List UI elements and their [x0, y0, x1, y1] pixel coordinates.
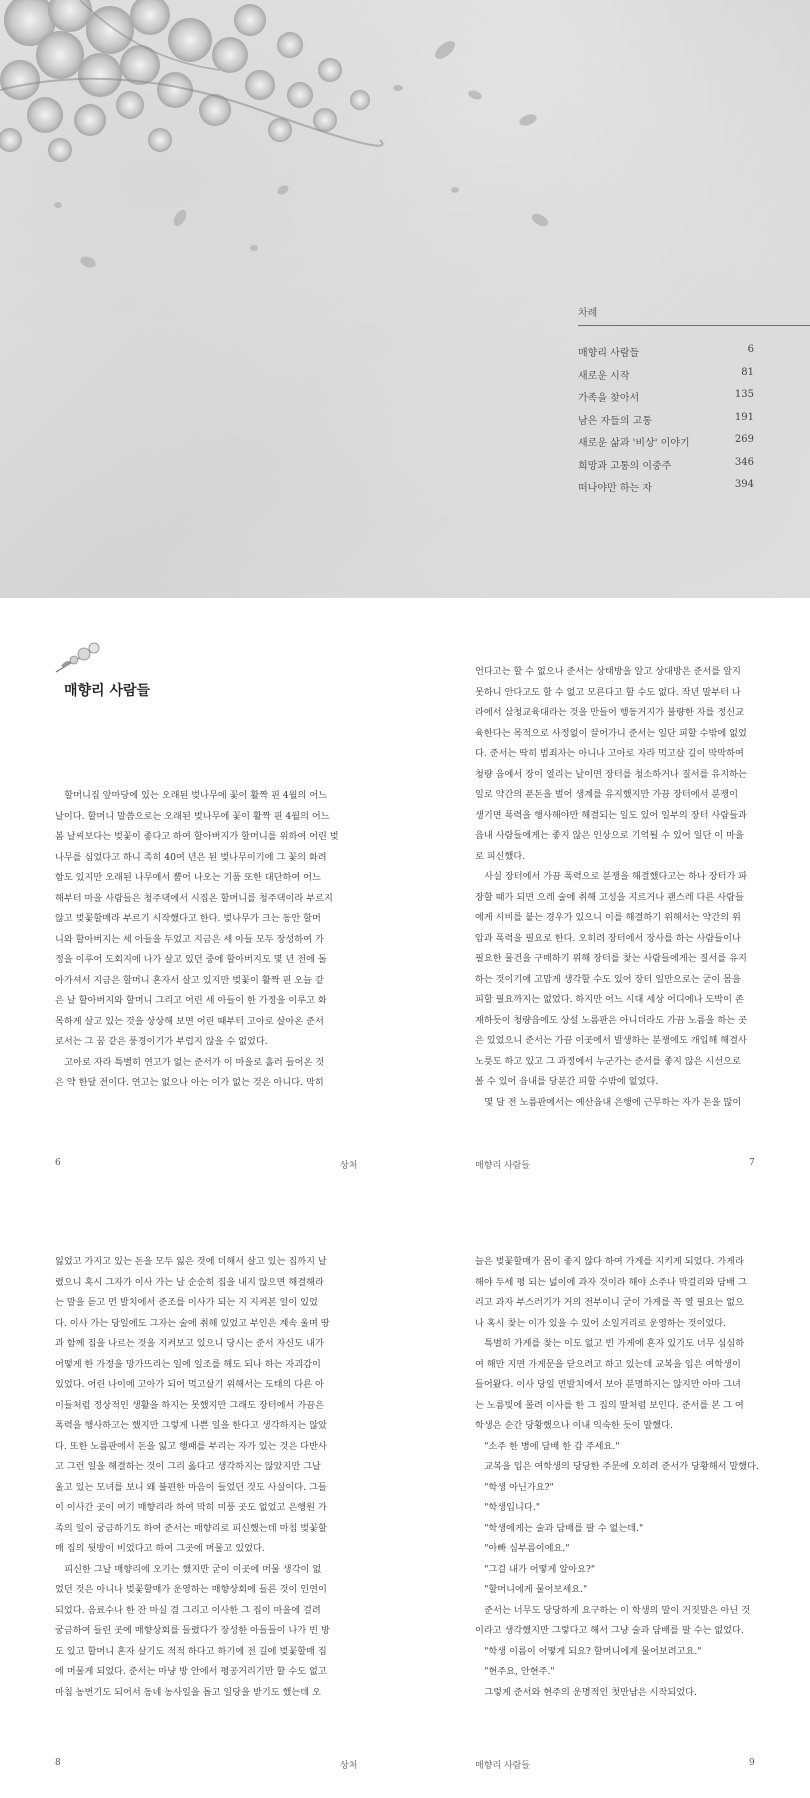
- text-line: 에 머물게 되었다. 준서는 마냥 방 안에서 평공거리기만 할 수도 없고: [55, 1666, 327, 1677]
- text-line: "아빠 심부름이에요.": [484, 1543, 570, 1554]
- toc-item-title: 남은 자들의 고통: [578, 415, 652, 427]
- text-line: 니와 할아버지는 세 아들을 두었고 지금은 세 아들 모두 장성하여 가: [55, 933, 324, 945]
- toc-item: [578, 344, 754, 367]
- page-9: [405, 1198, 810, 1798]
- text-line: 몇 달 전 노름판에서는 예산읍내 은행에 근무하는 자가 돈을 많이: [484, 1096, 742, 1108]
- toc-item-title: 떠나야만 하는 자: [578, 483, 652, 494]
- text-line: 언다고는 할 수 없으나 준서는 상태방을 알고 상대방은 준서를 알지: [475, 666, 741, 677]
- blossom-ornament-icon: [54, 642, 102, 674]
- folio-8: 8: [55, 1758, 61, 1768]
- toc-item: [578, 412, 754, 435]
- text-line: 노릇도 하고 있고 그 과정에서 누군가는 준서를 좋지 않은 시선으로: [475, 1055, 741, 1067]
- toc-item: [578, 457, 754, 480]
- text-line: 날이다. 할머니 말씀으로는 오래된 벚나무에 꽃이 활짝 핀 4월의 어느: [55, 810, 330, 822]
- page-8-body: [55, 1252, 368, 1703]
- text-line: 할머니집 앞마당에 있는 오래된 벚나무에 꽃이 활짝 핀 4월의 어느: [64, 790, 328, 801]
- text-line: 일로 약간의 푼돈을 벌어 생계를 유지했지만 가끔 장터에서 분쟁이: [475, 789, 738, 800]
- text-line: 이라고 생각했지만 그렇다고 해서 그냥 술과 담배를 팔 수는 없었다.: [475, 1625, 744, 1636]
- folio-7: 7: [749, 1158, 755, 1168]
- page-6-body: [55, 786, 368, 1094]
- toc-item: [578, 434, 754, 457]
- text-line: 함도 있지만 오래된 나무에서 뿜어 나오는 기품 또한 대단하여 어느: [55, 872, 321, 883]
- text-line: "학생에게는 술과 담배를 팔 수 없는데.": [484, 1522, 644, 1534]
- text-line: 다. 또한 노름판에서 돈을 잃고 행패를 부리는 자가 있는 것은 다반사: [55, 1440, 327, 1452]
- toc-item-page: 269: [734, 434, 754, 445]
- toc-item-page: 346: [734, 456, 754, 468]
- text-line: 잃었고 가지고 있는 돈을 모두 잃은 것에 더해서 살고 있는 집까지 날: [55, 1256, 327, 1267]
- text-line: 있었다. 어린 나이에 고아가 되어 먹고살기 위해서는 도태의 다른 아: [55, 1379, 324, 1390]
- text-line: 폭력을 행사하고는 했지만 그렇게 나쁜 일을 한다고 생각하지는 않았: [55, 1420, 327, 1431]
- toc-item-title: 새로운 삶과 '비상' 이야기: [578, 438, 690, 449]
- toc-item-title: 가족을 찾아서: [578, 393, 640, 404]
- spread-pages-8-9: [0, 1198, 810, 1798]
- text-line: 었던 것은 아니나 벚꽃할매가 운영하는 매향상회에 들른 것이 인연이: [55, 1584, 327, 1595]
- table-of-contents: [578, 304, 810, 502]
- text-line: 정을 이루어 도회지에 나가 살고 있던 중에 할아버지도 몇 년 전에 돌: [55, 954, 327, 965]
- text-line: 봄 날씨보다는 벚꽃이 좋다고 하여 할아버지가 할머니를 위하여 어린 벚: [55, 831, 339, 842]
- text-line: 라에서 삼청교육대라는 것을 만들어 행동거지가 불량한 자를 정신교: [475, 707, 744, 718]
- text-line: 아가셔서 지금은 할머니 혼자서 살고 있지만 벚꽃이 활짝 핀 오늘 같: [55, 974, 324, 986]
- text-line: 다. 준서는 딱히 범죄자는 아니나 고아로 자라 먹고살 길이 막막하여: [475, 748, 744, 759]
- cherry-blossom-illustration: [0, 0, 810, 598]
- page-8: [0, 1198, 405, 1798]
- running-head-9: 매향리 사람들: [475, 1761, 531, 1771]
- toc-item-page: 135: [734, 389, 754, 400]
- text-line: 장할 때가 되면 으레 술에 취해 고성을 지르거나 괜스레 다른 사람들: [475, 891, 744, 903]
- text-line: 은 약 한달 전이다. 연고는 없으나 아는 이가 없는 것은 아니다. 막히: [55, 1077, 324, 1088]
- folio-6: 6: [55, 1158, 61, 1168]
- toc-item-title: 새로운 시작: [578, 370, 630, 382]
- text-line: 생기면 폭력을 행사해야만 해결되는 일도 있어 일부의 장터 사람들과: [475, 809, 747, 821]
- text-line: 재하듯이 청량읍에도 상설 노름판은 아니더라도 가끔 노름을 하는 곳: [475, 1014, 747, 1026]
- toc-item-page: 6: [747, 344, 754, 355]
- text-line: 육한다는 목적으로 사정없이 끌어가니 준서는 일단 피할 수밖에 없었: [475, 727, 747, 739]
- text-line: 읍내 사람들에게는 좋지 않은 인상으로 기억될 수 있어 일단 이 마을: [475, 830, 744, 841]
- text-line: "현주요, 안현주.": [484, 1666, 555, 1677]
- text-line: 해부터 마을 사람들은 청주댁에서 시집온 할머니를 청주댁이라 부르지: [55, 892, 333, 904]
- toc-heading: 차례: [578, 308, 598, 319]
- text-line: 특별히 가게를 찾는 이도 없고 빈 가게에 혼자 있기도 너무 심심하: [484, 1338, 745, 1349]
- toc-item: [578, 389, 754, 412]
- text-line: 렸으니 혹시 그자가 이사 가는 날 순순히 집을 내지 않으면 해결해라: [55, 1276, 324, 1288]
- text-line: 늘은 벚꽃할매가 몸이 좋지 않다 하여 가게를 지키게 되었다. 가게라: [475, 1256, 744, 1267]
- text-line: 어떻게 한 가정을 망가뜨리는 일에 일조를 해도 되나 하는 자괴감이: [55, 1358, 321, 1370]
- text-line: 청량 읍에서 장이 열리는 날이면 장터를 청소하거나 질서를 유지하는: [475, 768, 747, 780]
- text-line: 피신한 그날 매향리에 오기는 했지만 굳이 이곳에 머물 생각이 없: [64, 1563, 322, 1575]
- text-line: 나무를 심었다고 하니 족히 40여 년은 된 벚나무이기에 그 꽃의 화려: [55, 851, 327, 863]
- toc-item: [578, 479, 754, 502]
- page-6: [0, 598, 405, 1198]
- text-line: 과 함께 집을 나르는 것을 지켜보고 있으니 당시는 준서 자신도 내가: [55, 1338, 324, 1349]
- text-line: 로 피신했다.: [475, 850, 526, 862]
- text-line: 압과 폭력을 필요로 한다. 오히려 장터에서 장사를 하는 사람들이나: [475, 932, 741, 944]
- text-line: 고아로 자라 특별히 연고가 없는 준서가 이 마을로 흘러 들어온 것: [64, 1056, 325, 1068]
- text-line: 궁금하여 들린 곳에 매향상회를 들렸다가 장성한 아들들이 나가 빈 방: [55, 1625, 330, 1636]
- text-line: 여 해만 지면 가게문을 닫으려고 하고 있는데 교복을 입은 여학생이: [475, 1358, 741, 1370]
- text-line: 이들처럼 정상적인 생활을 하지는 못했지만 그래도 장터에서 가끔은: [55, 1399, 324, 1411]
- toc-item: [578, 367, 754, 390]
- text-line: 에게 시비를 붙는 경우가 있으니 이를 해결하기 위해서는 약간의 위: [475, 912, 741, 923]
- text-line: 는 노름빚에 몰려 이사를 한 그 집의 딸처럼 보인다. 준서를 본 그 여: [475, 1399, 744, 1411]
- text-line: "그걸 내가 어떻게 알아요?": [484, 1563, 596, 1575]
- toc-item-title: 희망과 고통의 이중주: [578, 460, 672, 472]
- text-line: 고 그런 일을 해결하는 것이 그리 옳다고 생각하지는 않았지만 그날: [55, 1461, 321, 1472]
- text-line: 다. 이사 가는 당일에도 그자는 술에 취해 있었고 부인은 계속 울며 땅: [55, 1317, 330, 1329]
- running-head-7: 매향리 사람들: [475, 1161, 531, 1171]
- text-line: 들어왔다. 이사 당일 먼발치에서 보아 분명하지는 않지만 아마 그녀: [475, 1379, 741, 1390]
- text-line: 하는 것이기에 고맙게 생각할 수도 있어 장터 일만으로는 굳이 몸을: [475, 973, 741, 985]
- text-line: 마침 농번기도 되어서 동네 농사일을 돕고 일당을 받기도 했는데 오: [55, 1686, 321, 1698]
- text-line: 목하게 살고 있는 것을 상상해 보면 어린 때부터 고아로 살아온 준서: [55, 1015, 324, 1027]
- text-line: 필요한 물건을 구매하기 위해 장터를 찾는 사람들에게는 질서를 유지: [475, 953, 747, 964]
- text-line: 사실 장터에서 가끔 폭력으로 분쟁을 해결했다고는 하나 장터가 파: [484, 871, 748, 882]
- toc-item-page: 394: [734, 479, 754, 490]
- text-line: 도 있고 할머니 혼자 살기도 적적 하다고 하기에 전 길에 벚꽃할매 집: [55, 1645, 327, 1657]
- toc-item-title: 매향리 사람들: [578, 348, 640, 359]
- page-9-body: [475, 1252, 788, 1703]
- text-line: 되었다. 음료수나 한 잔 마실 겸 그리고 이사한 그 집이 마을에 걸려: [55, 1604, 321, 1616]
- toc-item-page: 81: [741, 366, 754, 378]
- running-head-8: 상처: [340, 1761, 358, 1771]
- text-line: 은 날 할아버지와 할머니 그리고 어린 세 아들이 한 가정을 이루고 화: [55, 995, 327, 1006]
- text-line: 족의 일이 궁금하기도 하여 준서는 매향리로 피신했는데 마침 벚꽃할: [55, 1522, 327, 1534]
- text-line: 해야 두세 평 되는 넓이에 과자 것이라 해야 소주나 막걸리와 담배 그: [475, 1276, 747, 1288]
- chapter-title: 매향리 사람들: [64, 683, 151, 699]
- text-line: 이 이사간 곳이 여기 매향리라 하여 막히 미풍 곳도 없었고 은행원 가: [55, 1502, 327, 1513]
- text-line: 교복을 입은 여학생의 당당한 주문에 오히려 준서가 당황해서 말했다.: [484, 1461, 759, 1472]
- page-7-body: [475, 662, 788, 1113]
- text-line: 피할 필요까지는 없었다. 하지만 어느 시대 세상 어디에나 도박이 존: [475, 994, 744, 1005]
- cover-page: [0, 0, 810, 598]
- text-line: 준서는 너무도 당당하게 요구하는 이 학생의 말이 거짓말은 아닌 것: [484, 1604, 751, 1616]
- text-line: 학생은 순간 당황했으나 이내 익숙한 듯이 말했다.: [475, 1420, 673, 1431]
- text-line: 울고 있는 모녀를 보니 왜 불편한 마음이 들었던 것도 사실이다. 그들: [55, 1481, 327, 1493]
- toc-item-page: 191: [734, 411, 754, 423]
- spread-pages-6-7: [0, 598, 810, 1198]
- running-head-6: 상처: [340, 1161, 358, 1171]
- text-line: "학생 아닌가요?": [484, 1481, 554, 1493]
- text-line: "학생입니다.": [484, 1502, 540, 1513]
- text-line: 매 집의 뒷방이 비었다고 하여 그곳에 머물고 있었다.: [55, 1543, 265, 1554]
- text-line: 나 혹시 찾는 이가 있을 수 있어 소일거리로 운영하는 것이었다.: [475, 1317, 727, 1329]
- folio-9: 9: [749, 1758, 755, 1768]
- text-line: 그렇게 준서와 현주의 운명적인 첫만남은 시작되었다.: [484, 1686, 697, 1698]
- text-line: 은 있었으니 준서는 가끔 이곳에서 발생하는 분쟁에도 개입해 해결사: [475, 1035, 747, 1046]
- page-7: [405, 598, 810, 1198]
- toc-rule: [578, 325, 810, 326]
- text-line: "학생 이름이 어떻게 되요? 할머니에게 물어보려고요.": [484, 1645, 702, 1657]
- toc-list: [578, 344, 810, 502]
- text-line: 못하니 안다고도 할 수 없고 모른다고 할 수도 없다. 작년 말부터 나: [475, 686, 741, 698]
- text-line: 볼 수 있어 읍내를 당분간 피할 수밖에 없었다.: [475, 1076, 659, 1087]
- text-line: "할머니에게 물어보세요.": [484, 1584, 588, 1595]
- text-line: 는 말을 듣고 먼 발치에서 준조를 이사가 되는 지 지켜본 일이 있었: [55, 1297, 318, 1308]
- text-line: "소주 한 병에 담배 한 갑 주세요.": [484, 1440, 620, 1452]
- text-line: 로서는 그 꿈 같은 풍경이기가 부럽지 않을 수 없었다.: [55, 1036, 268, 1047]
- text-line: 리고 과자 부스러기가 거의 전부이니 굳이 가게를 꼭 열 필요는 없으: [475, 1297, 744, 1308]
- text-line: 않고 벚꽃할매라 부르기 시작했다고 한다. 벚나무가 크는 동안 할머: [55, 913, 321, 924]
